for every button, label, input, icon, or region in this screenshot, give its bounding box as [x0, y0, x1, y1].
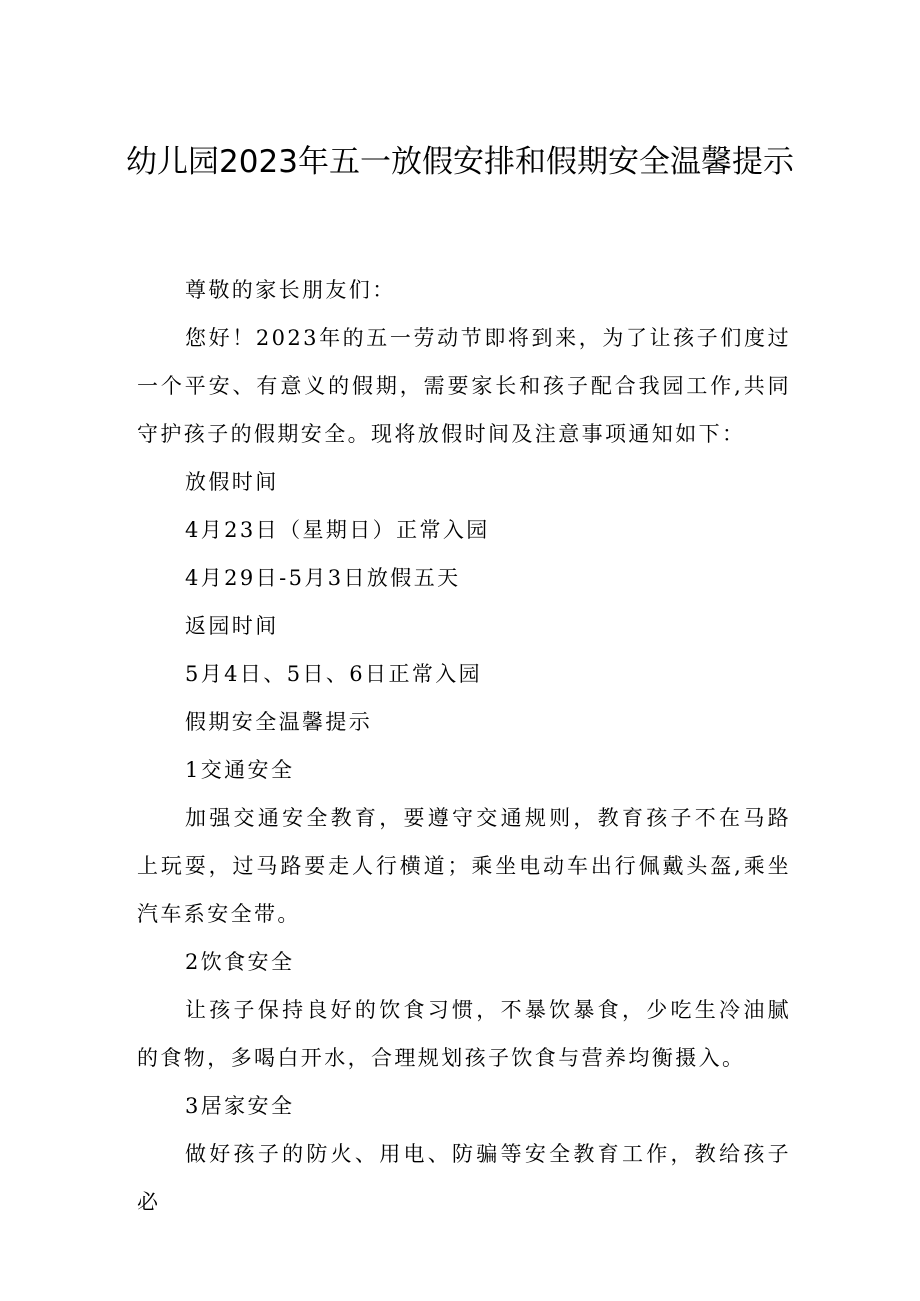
- document-body: [137, 266, 791, 1226]
- section-heading-return-time: 返园时间: [185, 614, 279, 638]
- food-safety-paragraph: 让孩子保持良好的饮食习惯，不暴饮暴食，少吃生冷油腻的食物，多喝白开水，合理规划孩子饮食与营养均衡摄入。: [137, 998, 791, 1070]
- traffic-safety-paragraph: 加强交通安全教育，要遵守交通规则，教育孩子不在马路上玩耍，过马路要走人行横道；乘坐电动车出行佩戴头盔,乘坐汽车系安全带。: [137, 806, 791, 926]
- home-safety-paragraph: 做好孩子的防火、用电、防骗等安全教育工作，教给孩子必: [137, 1142, 791, 1214]
- document-title: 幼儿园2023年五一放假安排和假期安全温馨提示: [126, 144, 794, 180]
- holiday-line-2: 4月29日-5月3日放假五天: [185, 566, 461, 590]
- section-heading-safety-tips: 假期安全温馨提示: [185, 710, 373, 734]
- subheading-food-safety: 2饮食安全: [185, 950, 295, 974]
- salutation: 尊敬的家长朋友们：: [185, 278, 396, 302]
- section-heading-holiday-time: 放假时间: [185, 470, 279, 494]
- subheading-home-safety: 3居家安全: [185, 1094, 295, 1118]
- holiday-line-1: 4月23日（星期日）正常入园: [185, 518, 490, 542]
- intro-paragraph: 您好！2023年的五一劳动节即将到来，为了让孩子们度过一个平安、有意义的假期，需要家长和孩子配合我园工作,共同守护孩子的假期安全。现将放假时间及注意事项通知如下：: [137, 326, 791, 446]
- return-line: 5月4日、5日、6日正常入园: [185, 662, 483, 686]
- subheading-traffic-safety: 1交通安全: [185, 758, 295, 782]
